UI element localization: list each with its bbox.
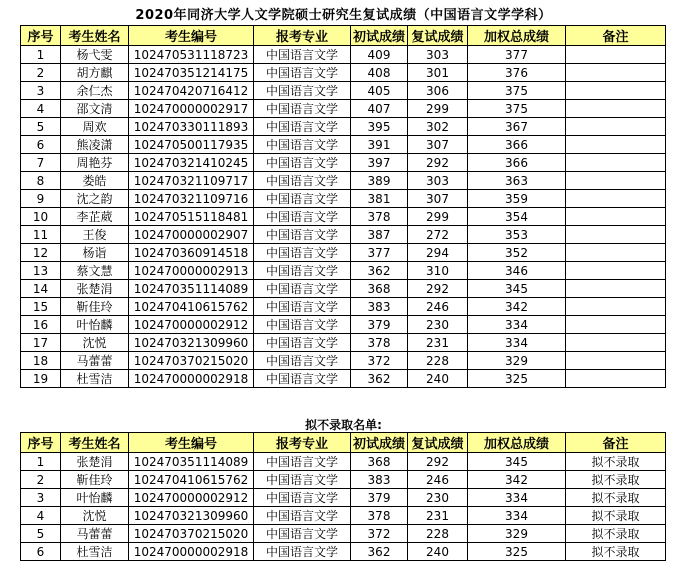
table-row [21, 507, 666, 525]
col-index: 17 [21, 334, 61, 352]
col-weighted-total: 325 [468, 370, 566, 388]
table-row [21, 118, 666, 136]
col-weighted-total: 334 [468, 489, 566, 507]
col-name: 杜雪洁 [61, 543, 129, 561]
header-col-major: 报考专业 [254, 26, 351, 46]
table-row [21, 136, 666, 154]
col-weighted-total: 376 [468, 64, 566, 82]
col-name: 沈悦 [61, 507, 129, 525]
col-major: 中国语言文学 [254, 489, 351, 507]
col-remarks: 拟不录取 [566, 525, 666, 543]
table-row [21, 46, 666, 64]
col-candidate-id: 102470351114089 [129, 280, 254, 298]
col-initial-score: 381 [351, 190, 408, 208]
col-name: 叶怡麟 [61, 489, 129, 507]
col-major: 中国语言文学 [254, 244, 351, 262]
col-candidate-id: 102470000002918 [129, 370, 254, 388]
col-name: 张楚涓 [61, 453, 129, 471]
col-weighted-total: 329 [468, 352, 566, 370]
col-index: 12 [21, 244, 61, 262]
col-index: 8 [21, 172, 61, 190]
table-row [21, 154, 666, 172]
col-retest-score: 246 [408, 471, 468, 489]
col-initial-score: 383 [351, 298, 408, 316]
col-name: 周欢 [61, 118, 129, 136]
col-weighted-total: 329 [468, 525, 566, 543]
col-initial-score: 405 [351, 82, 408, 100]
col-initial-score: 362 [351, 370, 408, 388]
col-name: 熊凌潇 [61, 136, 129, 154]
col-retest-score: 240 [408, 370, 468, 388]
col-weighted-total: 334 [468, 507, 566, 525]
col-index: 2 [21, 64, 61, 82]
table-row [21, 64, 666, 82]
col-initial-score: 377 [351, 244, 408, 262]
col-major: 中国语言文学 [254, 471, 351, 489]
table-row [21, 525, 666, 543]
header-col-candidate-id: 考生编号 [129, 26, 254, 46]
header-col-initial-score: 初试成绩 [351, 26, 408, 46]
col-weighted-total: 375 [468, 100, 566, 118]
table-row [21, 172, 666, 190]
header-col-retest-score: 复试成绩 [408, 433, 468, 453]
col-initial-score: 379 [351, 489, 408, 507]
col-retest-score: 292 [408, 280, 468, 298]
col-weighted-total: 325 [468, 543, 566, 561]
col-remarks [566, 136, 666, 154]
col-retest-score: 246 [408, 298, 468, 316]
col-weighted-total: 353 [468, 226, 566, 244]
col-weighted-total: 342 [468, 298, 566, 316]
col-major: 中国语言文学 [254, 208, 351, 226]
col-name: 张楚涓 [61, 280, 129, 298]
col-index: 1 [21, 46, 61, 64]
col-candidate-id: 102470360914518 [129, 244, 254, 262]
col-index: 18 [21, 352, 61, 370]
col-candidate-id: 102470351214175 [129, 64, 254, 82]
col-major: 中国语言文学 [254, 507, 351, 525]
col-candidate-id: 102470321109716 [129, 190, 254, 208]
col-retest-score: 230 [408, 316, 468, 334]
col-name: 杨弋雯 [61, 46, 129, 64]
col-candidate-id: 102470321109717 [129, 172, 254, 190]
table-row [21, 208, 666, 226]
col-retest-score: 307 [408, 136, 468, 154]
col-initial-score: 387 [351, 226, 408, 244]
col-weighted-total: 367 [468, 118, 566, 136]
col-remarks: 拟不录取 [566, 489, 666, 507]
col-weighted-total: 363 [468, 172, 566, 190]
table-row [21, 489, 666, 507]
col-remarks [566, 280, 666, 298]
col-candidate-id: 102470351114089 [129, 453, 254, 471]
col-name: 杜雪洁 [61, 370, 129, 388]
header-col-initial-score: 初试成绩 [351, 433, 408, 453]
header-col-name: 考生姓名 [61, 433, 129, 453]
col-major: 中国语言文学 [254, 118, 351, 136]
col-retest-score: 292 [408, 453, 468, 471]
header-col-weighted-total: 加权总成绩 [468, 26, 566, 46]
col-candidate-id: 102470515118481 [129, 208, 254, 226]
col-weighted-total: 354 [468, 208, 566, 226]
col-weighted-total: 342 [468, 471, 566, 489]
col-major: 中国语言文学 [254, 190, 351, 208]
col-candidate-id: 102470000002907 [129, 226, 254, 244]
col-initial-score: 368 [351, 280, 408, 298]
col-candidate-id: 102470420716412 [129, 82, 254, 100]
col-retest-score: 303 [408, 172, 468, 190]
table-row [21, 352, 666, 370]
col-retest-score: 303 [408, 46, 468, 64]
col-initial-score: 389 [351, 172, 408, 190]
col-index: 19 [21, 370, 61, 388]
col-major: 中国语言文学 [254, 226, 351, 244]
col-index: 5 [21, 118, 61, 136]
col-initial-score: 408 [351, 64, 408, 82]
col-retest-score: 272 [408, 226, 468, 244]
col-index: 2 [21, 471, 61, 489]
col-candidate-id: 102470321410245 [129, 154, 254, 172]
col-major: 中国语言文学 [254, 370, 351, 388]
header-col-index: 序号 [21, 433, 61, 453]
col-weighted-total: 375 [468, 82, 566, 100]
col-major: 中国语言文学 [254, 298, 351, 316]
col-initial-score: 378 [351, 208, 408, 226]
header-col-remarks: 备注 [566, 26, 666, 46]
col-retest-score: 228 [408, 352, 468, 370]
col-candidate-id: 102470500117935 [129, 136, 254, 154]
col-retest-score: 299 [408, 100, 468, 118]
header-col-index: 序号 [21, 26, 61, 46]
col-index: 10 [21, 208, 61, 226]
col-index: 6 [21, 136, 61, 154]
col-retest-score: 294 [408, 244, 468, 262]
col-candidate-id: 102470370215020 [129, 352, 254, 370]
header-col-remarks: 备注 [566, 433, 666, 453]
col-retest-score: 302 [408, 118, 468, 136]
col-remarks [566, 100, 666, 118]
table-row [21, 471, 666, 489]
col-major: 中国语言文学 [254, 136, 351, 154]
col-retest-score: 231 [408, 507, 468, 525]
col-weighted-total: 352 [468, 244, 566, 262]
col-major: 中国语言文学 [254, 82, 351, 100]
col-initial-score: 391 [351, 136, 408, 154]
col-major: 中国语言文学 [254, 262, 351, 280]
col-index: 9 [21, 190, 61, 208]
col-weighted-total: 377 [468, 46, 566, 64]
col-remarks [566, 172, 666, 190]
table-header-row [21, 26, 666, 46]
col-retest-score: 240 [408, 543, 468, 561]
col-index: 6 [21, 543, 61, 561]
table-row [21, 226, 666, 244]
col-weighted-total: 366 [468, 154, 566, 172]
col-name: 胡方麒 [61, 64, 129, 82]
col-initial-score: 409 [351, 46, 408, 64]
col-initial-score: 379 [351, 316, 408, 334]
table-title: 2020年同济大学人文学院硕士研究生复试成绩（中国语言文学学科） [135, 8, 552, 23]
col-name: 娄皓 [61, 172, 129, 190]
col-name: 马蕾蕾 [61, 525, 129, 543]
col-remarks: 拟不录取 [566, 543, 666, 561]
rejected-table [20, 432, 666, 561]
col-major: 中国语言文学 [254, 453, 351, 471]
col-candidate-id: 102470531118723 [129, 46, 254, 64]
col-major: 中国语言文学 [254, 280, 351, 298]
col-remarks [566, 190, 666, 208]
col-initial-score: 397 [351, 154, 408, 172]
col-retest-score: 307 [408, 190, 468, 208]
col-index: 15 [21, 298, 61, 316]
col-candidate-id: 102470330111893 [129, 118, 254, 136]
col-index: 4 [21, 507, 61, 525]
col-index: 4 [21, 100, 61, 118]
col-name: 杨诣 [61, 244, 129, 262]
col-name: 靳佳玲 [61, 471, 129, 489]
col-remarks [566, 262, 666, 280]
table-row [21, 280, 666, 298]
col-name: 靳佳玲 [61, 298, 129, 316]
col-initial-score: 395 [351, 118, 408, 136]
col-weighted-total: 359 [468, 190, 566, 208]
col-initial-score: 407 [351, 100, 408, 118]
col-major: 中国语言文学 [254, 46, 351, 64]
col-remarks [566, 82, 666, 100]
col-candidate-id: 102470000002918 [129, 543, 254, 561]
col-remarks [566, 64, 666, 82]
col-major: 中国语言文学 [254, 316, 351, 334]
results-table [20, 25, 666, 388]
col-remarks [566, 154, 666, 172]
col-candidate-id: 102470410615762 [129, 298, 254, 316]
col-major: 中国语言文学 [254, 352, 351, 370]
col-name: 蔡文慧 [61, 262, 129, 280]
col-weighted-total: 345 [468, 453, 566, 471]
col-retest-score: 292 [408, 154, 468, 172]
col-remarks [566, 334, 666, 352]
table-row [21, 262, 666, 280]
table-row [21, 100, 666, 118]
col-name: 周艳芬 [61, 154, 129, 172]
col-major: 中国语言文学 [254, 100, 351, 118]
header-col-retest-score: 复试成绩 [408, 26, 468, 46]
col-candidate-id: 102470321309960 [129, 507, 254, 525]
table-row [21, 316, 666, 334]
col-candidate-id: 102470370215020 [129, 525, 254, 543]
table-row [21, 298, 666, 316]
col-remarks [566, 298, 666, 316]
col-major: 中国语言文学 [254, 64, 351, 82]
col-initial-score: 378 [351, 507, 408, 525]
col-remarks [566, 46, 666, 64]
header-col-candidate-id: 考生编号 [129, 433, 254, 453]
col-remarks [566, 226, 666, 244]
col-retest-score: 310 [408, 262, 468, 280]
col-remarks [566, 352, 666, 370]
col-weighted-total: 366 [468, 136, 566, 154]
col-candidate-id: 102470000002912 [129, 489, 254, 507]
col-index: 11 [21, 226, 61, 244]
table-row [21, 244, 666, 262]
col-name: 邵文清 [61, 100, 129, 118]
col-initial-score: 378 [351, 334, 408, 352]
col-candidate-id: 102470000002917 [129, 100, 254, 118]
table-row [21, 543, 666, 561]
col-major: 中国语言文学 [254, 154, 351, 172]
col-retest-score: 306 [408, 82, 468, 100]
table-row [21, 334, 666, 352]
table-header-row [21, 433, 666, 453]
col-candidate-id: 102470000002913 [129, 262, 254, 280]
col-remarks: 拟不录取 [566, 507, 666, 525]
col-initial-score: 362 [351, 543, 408, 561]
table-row [21, 82, 666, 100]
rejected-list-title: 拟不录取名单: [305, 418, 382, 432]
col-index: 5 [21, 525, 61, 543]
col-name: 沈悦 [61, 334, 129, 352]
col-index: 16 [21, 316, 61, 334]
header-col-major: 报考专业 [254, 433, 351, 453]
col-index: 7 [21, 154, 61, 172]
col-major: 中国语言文学 [254, 334, 351, 352]
col-retest-score: 231 [408, 334, 468, 352]
table-row [21, 453, 666, 471]
col-weighted-total: 334 [468, 334, 566, 352]
col-name: 马蕾蕾 [61, 352, 129, 370]
col-candidate-id: 102470000002912 [129, 316, 254, 334]
col-remarks [566, 244, 666, 262]
header-col-weighted-total: 加权总成绩 [468, 433, 566, 453]
col-retest-score: 299 [408, 208, 468, 226]
col-index: 3 [21, 489, 61, 507]
col-name: 李芷葳 [61, 208, 129, 226]
col-remarks [566, 316, 666, 334]
col-weighted-total: 346 [468, 262, 566, 280]
col-retest-score: 301 [408, 64, 468, 82]
col-retest-score: 230 [408, 489, 468, 507]
col-initial-score: 368 [351, 453, 408, 471]
col-initial-score: 372 [351, 525, 408, 543]
col-retest-score: 228 [408, 525, 468, 543]
col-remarks [566, 118, 666, 136]
col-candidate-id: 102470321309960 [129, 334, 254, 352]
col-index: 1 [21, 453, 61, 471]
col-weighted-total: 334 [468, 316, 566, 334]
col-remarks: 拟不录取 [566, 471, 666, 489]
col-name: 王俊 [61, 226, 129, 244]
col-name: 余仁杰 [61, 82, 129, 100]
col-initial-score: 372 [351, 352, 408, 370]
col-initial-score: 362 [351, 262, 408, 280]
col-name: 叶怡麟 [61, 316, 129, 334]
col-major: 中国语言文学 [254, 543, 351, 561]
col-initial-score: 383 [351, 471, 408, 489]
col-name: 沈之韵 [61, 190, 129, 208]
col-major: 中国语言文学 [254, 172, 351, 190]
col-index: 13 [21, 262, 61, 280]
col-remarks: 拟不录取 [566, 453, 666, 471]
table-row [21, 190, 666, 208]
col-major: 中国语言文学 [254, 525, 351, 543]
header-col-name: 考生姓名 [61, 26, 129, 46]
col-candidate-id: 102470410615762 [129, 471, 254, 489]
col-index: 14 [21, 280, 61, 298]
col-weighted-total: 345 [468, 280, 566, 298]
col-index: 3 [21, 82, 61, 100]
col-remarks [566, 370, 666, 388]
table-row [21, 370, 666, 388]
col-remarks [566, 208, 666, 226]
